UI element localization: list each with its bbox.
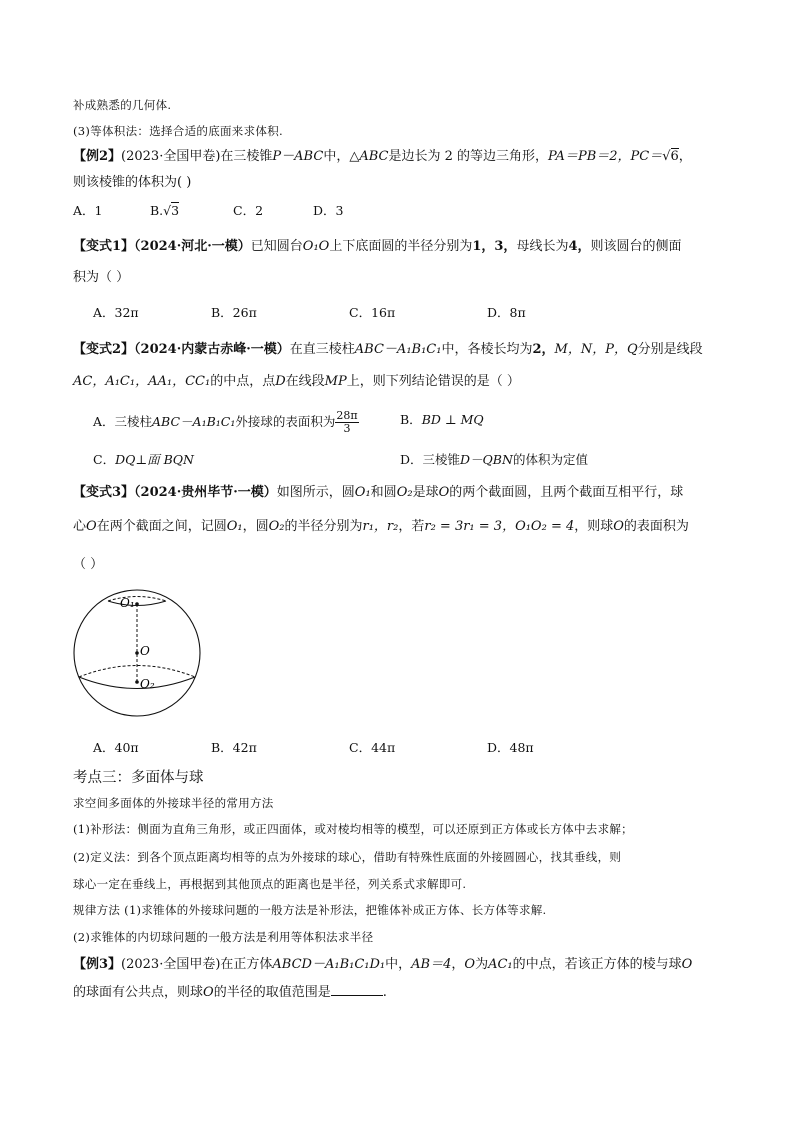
- variant-1-line-2: 积为（ ）: [73, 270, 130, 285]
- variant-tag: 【变式3】: [73, 485, 135, 500]
- point-o: [135, 651, 139, 655]
- text: .: [382, 985, 387, 1000]
- math: ABCD－A₁B₁C₁D₁: [272, 957, 386, 972]
- text-line: (1)补形法：侧面为直角三角形，或正四面体，或对棱均相等的模型，可以还原到正方体或长方体中去求解；: [73, 822, 633, 836]
- point-o2: [135, 680, 139, 684]
- math: O: [681, 957, 693, 972]
- source: （2024·贵州毕节·一模）: [134, 485, 277, 500]
- text: 上下底面圆的半径分别为: [329, 239, 473, 254]
- text: 外接球的表面积为: [235, 414, 336, 429]
- math: r₁，r₂: [362, 519, 399, 534]
- option-b: B．26π: [211, 305, 257, 320]
- math: P－ABC: [272, 149, 324, 164]
- source: （2024·河北·一模）: [134, 239, 251, 254]
- example-3-line-1: [73, 956, 692, 974]
- option-d: D．8π: [487, 305, 526, 320]
- math: D: [275, 374, 286, 389]
- text: (2023·全国甲卷)在正方体: [121, 957, 273, 972]
- text: 的半径分别为: [284, 519, 363, 534]
- example-tag: 【例2】: [73, 149, 122, 164]
- radicand: 6: [670, 149, 679, 164]
- text: 4，: [568, 239, 591, 254]
- text: ，: [678, 149, 692, 164]
- math: PA＝PB＝2，PC＝: [548, 149, 663, 164]
- math: MP: [324, 374, 347, 389]
- text: B．: [400, 412, 422, 427]
- option-c: [93, 450, 194, 468]
- option-d: D．3: [313, 203, 344, 218]
- option-b: B.√3: [150, 203, 180, 218]
- text: 在两个截面之间，记圆: [96, 519, 227, 534]
- text-line: (2)求锥体的内切球问题的一般方法是利用等体积法求半径: [73, 930, 374, 944]
- option-a: A．32π: [93, 305, 139, 320]
- label-o1: O₁: [120, 596, 135, 610]
- math: ABC－A₁B₁C₁: [152, 414, 236, 429]
- math: DQ⊥面 BQN: [115, 452, 194, 467]
- text-line: (2)定义法：到各个顶点距离均相等的点为外接球的球心，借助有特殊性底面的外接圆圆心，找其垂线，则: [73, 850, 622, 864]
- label-o2: O₂: [140, 677, 155, 691]
- text: ，圆: [242, 519, 269, 534]
- text: 的球面有公共点，则球: [73, 985, 204, 1000]
- math: O: [613, 519, 624, 534]
- text: 的体积为定值: [512, 452, 588, 467]
- sphere-figure: [66, 584, 216, 724]
- radicand: 3: [171, 203, 180, 218]
- fraction: [335, 410, 358, 435]
- variant-tag: 【变式1】: [73, 239, 135, 254]
- text: 分别是线段: [637, 342, 703, 357]
- variant-3-line-3: （ ）: [73, 557, 104, 572]
- text: 母线长为: [516, 239, 569, 254]
- text: 则该圆台的侧面: [590, 239, 682, 254]
- math: ABC－A₁B₁C₁: [354, 342, 442, 357]
- section-heading: 考点三：多面体与球: [73, 770, 204, 786]
- text: B.: [150, 203, 164, 218]
- text: 中，△: [323, 149, 360, 164]
- option-c: C．2: [233, 203, 264, 218]
- variant-3-line-1: [73, 484, 683, 502]
- math: O₁O: [302, 239, 330, 254]
- text-line: 规律方法 (1)求锥体的外接球问题的一般方法是补形法，把锥体补成正方体、长方体等求解.: [73, 903, 547, 917]
- variant-2-line-2: [73, 373, 520, 391]
- example-tag: 【例3】: [73, 957, 122, 972]
- option-b: B．42π: [211, 740, 257, 755]
- text: 心: [73, 519, 87, 534]
- math: O: [86, 519, 97, 534]
- math: AC，A₁C₁，AA₁，CC₁: [73, 374, 211, 389]
- text: 的表面积为: [623, 519, 689, 534]
- text: 的中点，点: [210, 374, 276, 389]
- text: C．: [93, 452, 116, 467]
- text: 如图所示，圆: [276, 485, 355, 500]
- option-b: [400, 410, 484, 428]
- text: 中，: [385, 957, 412, 972]
- math: O: [464, 957, 476, 972]
- text: 上，则下列结论错误的是（ ）: [346, 374, 520, 389]
- math: AC₁: [488, 957, 513, 972]
- source: （2024·内蒙古赤峰·一模）: [134, 342, 290, 357]
- math: AB＝4: [411, 957, 452, 972]
- option-c: C．16π: [349, 305, 396, 320]
- math: O: [438, 485, 450, 500]
- text: ，: [451, 957, 465, 972]
- math: O₂: [396, 485, 413, 500]
- text: 中，各棱长均为: [441, 342, 533, 357]
- option-d: [400, 450, 588, 468]
- text: 的中点，若该正方体的棱与球: [512, 957, 682, 972]
- variant-3-line-2: [73, 518, 689, 536]
- text: 在直三棱柱: [289, 342, 355, 357]
- text-line: 求空间多面体的外接球半径的常用方法: [73, 796, 274, 810]
- option-d: D．48π: [487, 740, 534, 755]
- math: O: [203, 985, 214, 1000]
- example-2-line-2: 则该棱锥的体积为( ): [73, 175, 192, 190]
- text: 为: [475, 957, 489, 972]
- math: O₂: [268, 519, 285, 534]
- math: M，N，P，Q: [554, 342, 638, 357]
- variant-2-line-1: [73, 341, 703, 359]
- text: 的两个截面圆，且两个截面互相平行，球: [449, 485, 684, 500]
- point-o1: [135, 602, 139, 606]
- text: (2023·全国甲卷)在三棱锥: [121, 149, 273, 164]
- text: ，则球: [574, 519, 614, 534]
- text: 和圆: [370, 485, 397, 500]
- text: 2，: [532, 342, 555, 357]
- denominator: 3: [343, 422, 351, 435]
- text-line: (3)等体积法：选择合适的底面来求体积.: [73, 124, 283, 138]
- text: 已知圆台: [250, 239, 303, 254]
- variant-1-line-1: [73, 238, 682, 256]
- text: 是球: [412, 485, 439, 500]
- text: 1，3，: [472, 239, 517, 254]
- math: D－QBN: [460, 452, 513, 467]
- option-c: C．44π: [349, 740, 396, 755]
- label-o: O: [140, 644, 150, 658]
- option-a: A．1: [73, 203, 103, 218]
- math: BD ⊥ MQ: [421, 412, 484, 427]
- numerator: 28π: [336, 409, 358, 422]
- answer-blank[interactable]: [331, 983, 383, 996]
- math: O₁: [226, 519, 243, 534]
- sqrt-symbol: √: [662, 149, 671, 164]
- math: O₁: [354, 485, 371, 500]
- text: D．三棱锥: [400, 452, 461, 467]
- math: ABC: [359, 149, 389, 164]
- text: 在线段: [285, 374, 325, 389]
- text: 的半径的取值范围是: [213, 985, 331, 1000]
- option-a: A．40π: [93, 740, 139, 755]
- example-2-line-1: [73, 148, 692, 166]
- upper-section-back: [108, 597, 166, 602]
- text: 是边长为 2 的等边三角形，: [388, 149, 548, 164]
- option-a: [93, 410, 359, 435]
- example-3-line-2: [73, 983, 387, 1002]
- math: r₂ = 3r₁ = 3，O₁O₂ = 4: [424, 519, 575, 534]
- variant-tag: 【变式2】: [73, 342, 135, 357]
- text-line: 球心一定在垂线上，再根据到其他顶点的距离也是半径，列关系式求解即可.: [73, 877, 467, 891]
- text: A．三棱柱: [93, 414, 153, 429]
- text: ，若: [398, 519, 425, 534]
- text-line: 补成熟悉的几何体.: [73, 98, 172, 112]
